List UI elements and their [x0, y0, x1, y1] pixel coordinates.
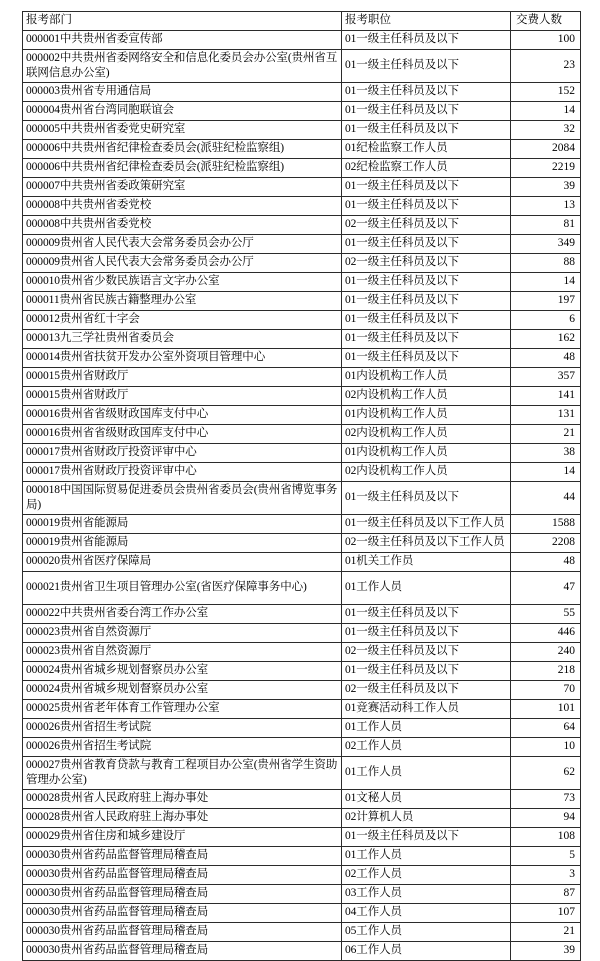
cell-position[interactable]: 01工作人员	[342, 719, 511, 738]
cell-department[interactable]: 000013九三学社贵州省委员会	[23, 330, 342, 349]
cell-department[interactable]: 000008中共贵州省委党校	[23, 216, 342, 235]
cell-department[interactable]: 000006中共贵州省纪律检查委员会(派驻纪检监察组)	[23, 159, 342, 178]
table-row[interactable]	[23, 866, 581, 885]
cell-position[interactable]: 01内设机构工作人员	[342, 368, 511, 387]
table-row[interactable]	[23, 406, 581, 425]
cell-position[interactable]: 01一级主任科员及以下	[342, 235, 511, 254]
table-row[interactable]	[23, 681, 581, 700]
cell-count[interactable]: 88	[511, 254, 581, 273]
cell-department[interactable]: 000021贵州省卫生项目管理办公室(省医疗保障事务中心)	[23, 572, 342, 605]
cell-count[interactable]: 100	[511, 31, 581, 50]
table-row[interactable]	[23, 178, 581, 197]
registration-statistics-table	[22, 11, 581, 961]
table-row[interactable]	[23, 923, 581, 942]
column-header-department[interactable]: 报考部门	[23, 12, 342, 31]
table-row[interactable]	[23, 140, 581, 159]
cell-department[interactable]: 000030贵州省药品监督管理局稽查局	[23, 866, 342, 885]
cell-position[interactable]: 01纪检监察工作人员	[342, 140, 511, 159]
cell-count[interactable]: 23	[511, 50, 581, 83]
table-row[interactable]	[23, 330, 581, 349]
table-row[interactable]	[23, 885, 581, 904]
cell-department[interactable]: 000005中共贵州省委党史研究室	[23, 121, 342, 140]
cell-department[interactable]: 000026贵州省招生考试院	[23, 738, 342, 757]
cell-position[interactable]: 01一级主任科员及以下	[342, 828, 511, 847]
table-row[interactable]	[23, 102, 581, 121]
cell-count[interactable]: 13	[511, 197, 581, 216]
cell-position[interactable]: 01一级主任科员及以下	[342, 662, 511, 681]
cell-count[interactable]: 47	[511, 572, 581, 605]
table-row[interactable]	[23, 444, 581, 463]
table-row[interactable]	[23, 292, 581, 311]
cell-position[interactable]: 01一级主任科员及以下	[342, 83, 511, 102]
cell-department[interactable]: 000023贵州省自然资源厅	[23, 624, 342, 643]
table-row[interactable]	[23, 159, 581, 178]
cell-position[interactable]: 02一级主任科员及以下	[342, 681, 511, 700]
table-row[interactable]	[23, 31, 581, 50]
cell-position[interactable]: 01一级主任科员及以下	[342, 292, 511, 311]
cell-count[interactable]: 2084	[511, 140, 581, 159]
cell-department[interactable]: 000019贵州省能源局	[23, 515, 342, 534]
cell-count[interactable]: 81	[511, 216, 581, 235]
table-row[interactable]	[23, 216, 581, 235]
cell-department[interactable]: 000016贵州省省级财政国库支付中心	[23, 406, 342, 425]
cell-count[interactable]: 48	[511, 553, 581, 572]
cell-department[interactable]: 000024贵州省城乡规划督察员办公室	[23, 681, 342, 700]
cell-position[interactable]: 01一级主任科员及以下工作人员	[342, 515, 511, 534]
cell-count[interactable]: 108	[511, 828, 581, 847]
cell-count[interactable]: 152	[511, 83, 581, 102]
cell-count[interactable]: 55	[511, 605, 581, 624]
cell-department[interactable]: 000030贵州省药品监督管理局稽查局	[23, 847, 342, 866]
cell-department[interactable]: 000006中共贵州省纪律检查委员会(派驻纪检监察组)	[23, 140, 342, 159]
cell-department[interactable]: 000028贵州省人民政府驻上海办事处	[23, 790, 342, 809]
cell-count[interactable]: 73	[511, 790, 581, 809]
table-row[interactable]	[23, 738, 581, 757]
cell-department[interactable]: 000030贵州省药品监督管理局稽查局	[23, 942, 342, 961]
cell-count[interactable]: 2219	[511, 159, 581, 178]
cell-position[interactable]: 02工作人员	[342, 866, 511, 885]
cell-position[interactable]: 02一级主任科员及以下	[342, 643, 511, 662]
table-row[interactable]	[23, 482, 581, 515]
cell-count[interactable]: 64	[511, 719, 581, 738]
cell-count[interactable]: 38	[511, 444, 581, 463]
cell-count[interactable]: 44	[511, 482, 581, 515]
cell-count[interactable]: 14	[511, 463, 581, 482]
cell-position[interactable]: 01工作人员	[342, 572, 511, 605]
cell-department[interactable]: 000010贵州省少数民族语言文字办公室	[23, 273, 342, 292]
cell-count[interactable]: 197	[511, 292, 581, 311]
cell-position[interactable]: 01一级主任科员及以下	[342, 197, 511, 216]
cell-department[interactable]: 000004贵州省台湾同胞联谊会	[23, 102, 342, 121]
table-row[interactable]	[23, 719, 581, 738]
table-row[interactable]	[23, 273, 581, 292]
cell-position[interactable]: 02计算机人员	[342, 809, 511, 828]
cell-count[interactable]: 21	[511, 425, 581, 444]
cell-position[interactable]: 01一级主任科员及以下	[342, 102, 511, 121]
cell-position[interactable]: 01一级主任科员及以下	[342, 121, 511, 140]
cell-position[interactable]: 01文秘人员	[342, 790, 511, 809]
table-row[interactable]	[23, 700, 581, 719]
cell-count[interactable]: 101	[511, 700, 581, 719]
cell-position[interactable]: 04工作人员	[342, 904, 511, 923]
cell-department[interactable]: 000026贵州省招生考试院	[23, 719, 342, 738]
cell-department[interactable]: 000009贵州省人民代表大会常务委员会办公厅	[23, 235, 342, 254]
cell-count[interactable]: 446	[511, 624, 581, 643]
cell-department[interactable]: 000030贵州省药品监督管理局稽查局	[23, 885, 342, 904]
column-header-position[interactable]: 报考职位	[342, 12, 511, 31]
cell-department[interactable]: 000012贵州省红十字会	[23, 311, 342, 330]
cell-department[interactable]: 000017贵州省财政厅投资评审中心	[23, 444, 342, 463]
cell-position[interactable]: 02纪检监察工作人员	[342, 159, 511, 178]
cell-count[interactable]: 39	[511, 942, 581, 961]
cell-department[interactable]: 000003贵州省专用通信局	[23, 83, 342, 102]
cell-department[interactable]: 000014贵州省扶贫开发办公室外资项目管理中心	[23, 349, 342, 368]
cell-position[interactable]: 01一级主任科员及以下	[342, 349, 511, 368]
cell-department[interactable]: 000015贵州省财政厅	[23, 368, 342, 387]
cell-position[interactable]: 01一级主任科员及以下	[342, 624, 511, 643]
cell-position[interactable]: 01一级主任科员及以下	[342, 605, 511, 624]
table-body	[23, 31, 581, 961]
table-row[interactable]	[23, 572, 581, 605]
table-row[interactable]	[23, 121, 581, 140]
cell-count[interactable]: 131	[511, 406, 581, 425]
table-row[interactable]	[23, 197, 581, 216]
cell-count[interactable]: 1588	[511, 515, 581, 534]
cell-count[interactable]: 70	[511, 681, 581, 700]
cell-count[interactable]: 10	[511, 738, 581, 757]
cell-count[interactable]: 218	[511, 662, 581, 681]
table-row[interactable]	[23, 235, 581, 254]
table-row[interactable]	[23, 624, 581, 643]
table-row[interactable]	[23, 757, 581, 790]
cell-department[interactable]: 000009贵州省人民代表大会常务委员会办公厅	[23, 254, 342, 273]
cell-count[interactable]: 21	[511, 923, 581, 942]
cell-position[interactable]: 02内设机构工作人员	[342, 425, 511, 444]
cell-count[interactable]: 349	[511, 235, 581, 254]
table-row[interactable]	[23, 254, 581, 273]
cell-count[interactable]: 141	[511, 387, 581, 406]
table-row[interactable]	[23, 847, 581, 866]
table-row[interactable]	[23, 605, 581, 624]
cell-count[interactable]: 48	[511, 349, 581, 368]
cell-count[interactable]: 357	[511, 368, 581, 387]
table-row[interactable]	[23, 425, 581, 444]
table-row[interactable]	[23, 534, 581, 553]
cell-department[interactable]: 000011贵州省民族古籍整理办公室	[23, 292, 342, 311]
cell-count[interactable]: 2208	[511, 534, 581, 553]
table-row[interactable]	[23, 942, 581, 961]
cell-position[interactable]: 05工作人员	[342, 923, 511, 942]
cell-count[interactable]: 107	[511, 904, 581, 923]
cell-department[interactable]: 000015贵州省财政厅	[23, 387, 342, 406]
cell-position[interactable]: 01一级主任科员及以下	[342, 311, 511, 330]
cell-department[interactable]: 000008中共贵州省委党校	[23, 197, 342, 216]
cell-department[interactable]: 000028贵州省人民政府驻上海办事处	[23, 809, 342, 828]
cell-position[interactable]: 01工作人员	[342, 847, 511, 866]
cell-position[interactable]: 02工作人员	[342, 738, 511, 757]
cell-position[interactable]: 01一级主任科员及以下	[342, 31, 511, 50]
cell-count[interactable]: 39	[511, 178, 581, 197]
cell-position[interactable]: 01机关工作员	[342, 553, 511, 572]
cell-count[interactable]: 32	[511, 121, 581, 140]
cell-position[interactable]: 01一级主任科员及以下	[342, 482, 511, 515]
table-row[interactable]	[23, 904, 581, 923]
cell-position[interactable]: 01一级主任科员及以下	[342, 50, 511, 83]
column-header-count[interactable]: 交费人数	[511, 12, 581, 31]
cell-count[interactable]: 87	[511, 885, 581, 904]
cell-position[interactable]: 01一级主任科员及以下	[342, 330, 511, 349]
cell-count[interactable]: 162	[511, 330, 581, 349]
table-header	[23, 12, 581, 31]
table-row[interactable]	[23, 83, 581, 102]
table-row[interactable]	[23, 515, 581, 534]
table-row[interactable]	[23, 349, 581, 368]
cell-department[interactable]: 000001中共贵州省委宣传部	[23, 31, 342, 50]
cell-department[interactable]: 000023贵州省自然资源厅	[23, 643, 342, 662]
table-row[interactable]	[23, 311, 581, 330]
cell-position[interactable]: 02内设机构工作人员	[342, 463, 511, 482]
cell-position[interactable]: 01内设机构工作人员	[342, 406, 511, 425]
table-row[interactable]	[23, 50, 581, 83]
table-row[interactable]	[23, 643, 581, 662]
cell-count[interactable]: 94	[511, 809, 581, 828]
cell-count[interactable]: 6	[511, 311, 581, 330]
cell-department[interactable]: 000030贵州省药品监督管理局稽查局	[23, 923, 342, 942]
cell-position[interactable]: 01竞赛活动科工作人员	[342, 700, 511, 719]
table-row[interactable]	[23, 368, 581, 387]
cell-position[interactable]: 01一级主任科员及以下	[342, 273, 511, 292]
table-row[interactable]	[23, 790, 581, 809]
cell-position[interactable]: 06工作人员	[342, 942, 511, 961]
table-row[interactable]	[23, 828, 581, 847]
cell-department[interactable]: 000018中国国际贸易促进委员会贵州省委员会(贵州省博览事务局)	[23, 482, 342, 515]
cell-count[interactable]: 14	[511, 273, 581, 292]
table-row[interactable]	[23, 387, 581, 406]
cell-department[interactable]: 000027贵州省教育贷款与教育工程项目办公室(贵州省学生资助管理办公室)	[23, 757, 342, 790]
cell-position[interactable]: 02一级主任科员及以下	[342, 216, 511, 235]
cell-department[interactable]: 000017贵州省财政厅投资评审中心	[23, 463, 342, 482]
cell-department[interactable]: 000025贵州省老年体育工作管理办公室	[23, 700, 342, 719]
cell-department[interactable]: 000019贵州省能源局	[23, 534, 342, 553]
cell-count[interactable]: 5	[511, 847, 581, 866]
cell-position[interactable]: 01内设机构工作人员	[342, 444, 511, 463]
cell-count[interactable]: 14	[511, 102, 581, 121]
table-row[interactable]	[23, 553, 581, 572]
table-row[interactable]	[23, 463, 581, 482]
cell-position[interactable]: 03工作人员	[342, 885, 511, 904]
cell-department[interactable]: 000029贵州省住房和城乡建设厅	[23, 828, 342, 847]
cell-position[interactable]: 02内设机构工作人员	[342, 387, 511, 406]
cell-position[interactable]: 01工作人员	[342, 757, 511, 790]
cell-count[interactable]: 62	[511, 757, 581, 790]
table-row[interactable]	[23, 809, 581, 828]
cell-department[interactable]: 000007中共贵州省委政策研究室	[23, 178, 342, 197]
cell-department[interactable]: 000022中共贵州省委台湾工作办公室	[23, 605, 342, 624]
cell-count[interactable]: 3	[511, 866, 581, 885]
cell-department[interactable]: 000020贵州省医疗保障局	[23, 553, 342, 572]
cell-position[interactable]: 02一级主任科员及以下工作人员	[342, 534, 511, 553]
cell-position[interactable]: 01一级主任科员及以下	[342, 178, 511, 197]
cell-count[interactable]: 240	[511, 643, 581, 662]
table-header-row	[23, 12, 581, 31]
cell-department[interactable]: 000030贵州省药品监督管理局稽查局	[23, 904, 342, 923]
cell-department[interactable]: 000024贵州省城乡规划督察员办公室	[23, 662, 342, 681]
cell-department[interactable]: 000002中共贵州省委网络安全和信息化委员会办公室(贵州省互联网信息办公室)	[23, 50, 342, 83]
cell-position[interactable]: 02一级主任科员及以下	[342, 254, 511, 273]
cell-department[interactable]: 000016贵州省省级财政国库支付中心	[23, 425, 342, 444]
table-row[interactable]	[23, 662, 581, 681]
